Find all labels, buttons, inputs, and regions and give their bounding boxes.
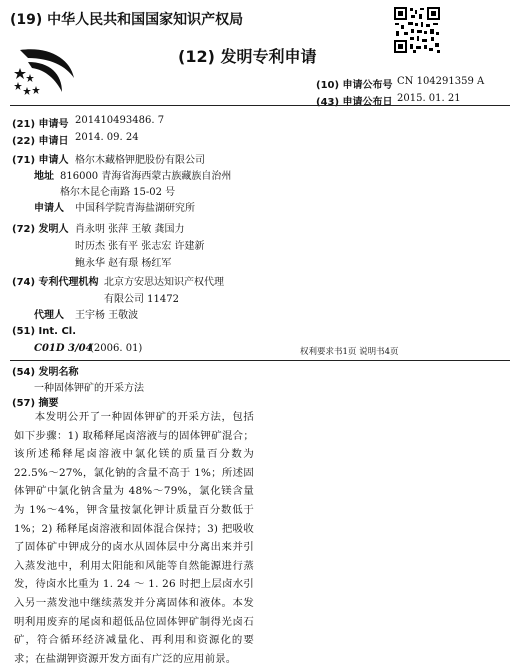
pub-date-label: (43) 申请公布日 <box>316 97 393 108</box>
inventor-label: (72) 发明人 <box>12 224 69 235</box>
pub-date-value: 2015. 01. 21 <box>397 93 461 104</box>
inventor-row-1: 肖永明 张萍 王敏 龚国力 <box>75 224 185 235</box>
intcl-code: C01D 3/04 <box>34 343 93 354</box>
header-divider <box>10 105 510 106</box>
address-line-2: 格尔木昆仑南路 15-02 号 <box>60 187 176 198</box>
address-line-1: 816000 青海省海西蒙古族藏族自治州 <box>60 171 232 182</box>
applicant-2-label: 申请人 <box>34 203 64 214</box>
abstract-label: (57) 摘要 <box>12 398 59 409</box>
agency-label: (74) 专利代理机构 <box>12 277 99 288</box>
inventor-row-3: 鲍永华 赵有璟 杨红军 <box>75 258 172 269</box>
applicant-2: 中国科学院青海盐湖研究所 <box>75 203 195 214</box>
agency-line-2: 有限公司 11472 <box>104 294 179 305</box>
invention-title: 一种固体钾矿的开采方法 <box>34 383 144 394</box>
inventor-row-2: 时历杰 张有平 张志宏 许建新 <box>75 241 205 252</box>
agency-line-1: 北京方安思达知识产权代理 <box>104 277 224 288</box>
applicant-label: (71) 申请人 <box>12 155 69 166</box>
page-count-info: 权利要求书1页 说明书4页 <box>300 347 399 357</box>
qr-code <box>393 6 441 54</box>
biblio-divider <box>10 360 510 361</box>
pub-no-value: CN 104291359 A <box>397 76 485 87</box>
pub-no-label: (10) 申请公布号 <box>316 80 393 91</box>
filing-date-label: (22) 申请日 <box>12 136 69 147</box>
applicant-1: 格尔木藏格钾肥股份有限公司 <box>75 155 205 166</box>
title-label: (54) 发明名称 <box>12 367 79 378</box>
publication-type: (12) 发明专利申请 <box>178 47 317 66</box>
app-no-value: 201410493486. 7 <box>75 115 165 126</box>
filing-date-value: 2014. 09. 24 <box>75 132 139 143</box>
abstract-text: 本发明公开了一种固体钾矿的开采方法，包括如下步骤：1) 取稀释尾卤溶液与的固体钾矿混合；该所述稀释尾卤溶液中氯化镁的质量百分数为 22.5%～27%，氯化钠的含量不高于 1%；所述固体钾矿中氯化钠含量为 48%～79%，氯化镁含量为 1%～4%，钾含量按氯化钾计质量百分数低于 1%；2) 稀释尾卤溶液和固体混合保持；3) 把吸收了固体矿中钾成分的卤水从固体层中分离出来并引入蒸发池中，利用太阳能和风能等自然能源进行蒸发，待卤水比重为 1. 24 ～ 1. 26 时把上层卤水引入另一蒸发池中继续蒸发并分离固体和液体。本发明利用废弃的尾卤和超低品位固体钾矿制得光卤石矿，符合循环经济减量化、再利用和资源化的要求；在盐湖钾资源开发方面有广泛的应用前景。 <box>14 411 254 665</box>
address-label: 地址 <box>34 171 54 182</box>
intcl-label: (51) Int. Cl. <box>12 326 77 337</box>
intcl-year: (2006. 01) <box>90 343 143 354</box>
agent-value: 王宇杨 王敬波 <box>75 310 139 321</box>
agent-label: 代理人 <box>34 310 64 321</box>
cnipa-emblem-icon <box>8 40 88 100</box>
app-no-label: (21) 申请号 <box>12 119 69 130</box>
office-name: (19) 中华人民共和国国家知识产权局 <box>10 12 244 28</box>
